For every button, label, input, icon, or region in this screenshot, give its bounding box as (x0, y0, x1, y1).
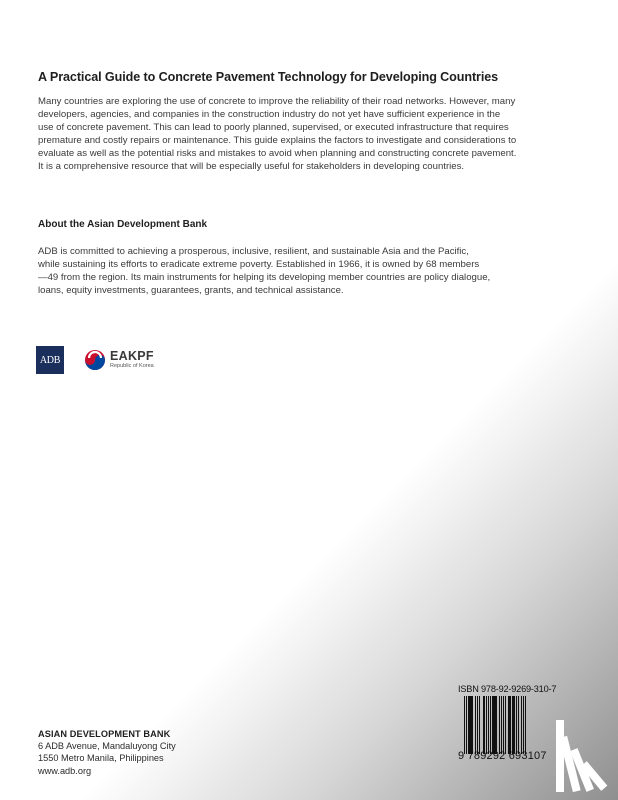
description-line: Many countries are exploring the use of concrete to improve the reliability of their road networks. However, many (38, 96, 516, 107)
description-line: use of concrete pavement. This can lead to poorly planned, supervised, or executed infrastructure that requires (38, 121, 509, 133)
about-text (38, 246, 578, 298)
website-link[interactable]: www.adb.org (38, 765, 92, 776)
address-line-1: 6 ADB Avenue, Mandaluyong City (38, 741, 176, 752)
about-line: loans, equity investments, guarantees, grants, and technical assistance. (38, 284, 344, 296)
barcode-bars (464, 696, 552, 754)
ean-digits: 9 789292 693107 (458, 750, 547, 762)
isbn-barcode (458, 684, 562, 764)
isbn-label: ISBN 978-92-9269-310-7 (458, 684, 557, 694)
description-line: evaluate as well as the potential risks and mistakes to avoid when planning and constructing concrete pavement. (38, 147, 517, 159)
description-line: premature and costly repairs or maintenance. This guide explains the factors to investigate and considerations to (38, 134, 517, 146)
taeguk-icon (84, 349, 106, 371)
eakpf-subtitle: Republic of Korea (110, 363, 154, 369)
about-line: while sustaining its efforts to eradicate extreme poverty. Established in 1966, it is owned by 68 members (38, 258, 480, 270)
about-line: ADB is committed to achieving a prosperous, inclusive, resilient, and sustainable Asia and the Pacific, (38, 246, 469, 257)
book-title: A Practical Guide to Concrete Pavement Technology for Developing Countries (38, 70, 499, 84)
about-heading: About the Asian Development Bank (38, 219, 208, 230)
adb-logo (36, 346, 64, 374)
adb-logo-text: ADB (39, 354, 61, 366)
eakpf-logo (84, 345, 154, 375)
book-description (38, 96, 578, 173)
description-line: developers, agencies, and companies in the construction industry do not yet have sufficient experience in the (38, 108, 501, 120)
publisher-address (38, 728, 176, 777)
address-line-2: 1550 Metro Manila, Philippines (38, 753, 164, 764)
books-decoration-icon (554, 718, 618, 798)
eakpf-name: EAKPF (110, 349, 154, 363)
publisher-name: ASIAN DEVELOPMENT BANK (38, 729, 171, 739)
description-line: It is a comprehensive resource that will be especially useful for stakeholders in developing countries. (38, 160, 465, 172)
about-line: —49 from the region. Its main instruments for helping its developing member countries are policy dialogue, (38, 271, 491, 283)
